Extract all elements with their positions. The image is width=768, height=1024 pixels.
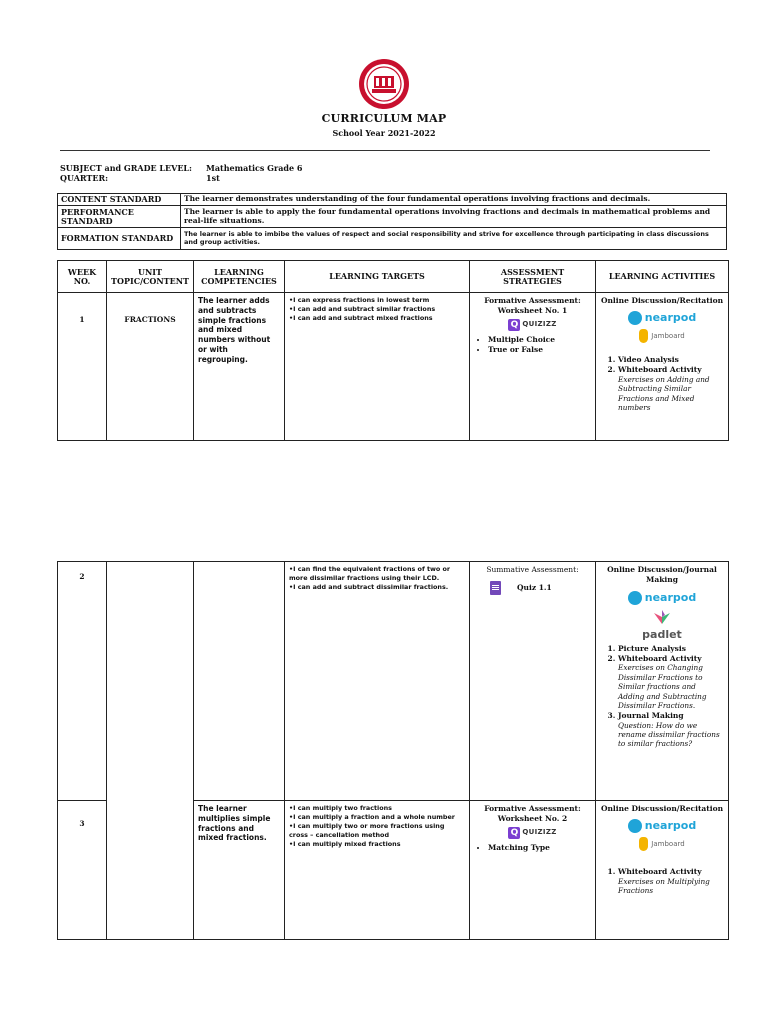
performance-standard-row [58,206,727,228]
nearpod-icon [628,819,642,833]
formation-standard-row [58,228,727,250]
quizizz-icon: Q [508,319,520,331]
subject-value: Mathematics Grade 6 [206,163,303,173]
standard-text: The learner is able to apply the four fundamental operations involving fractions and decimals in mathematical problems and real-life situations. [181,206,727,228]
assessment-strategies [470,293,596,441]
learning-activities [596,801,729,940]
assessment-strategies [470,562,596,801]
unit-topic: FRACTIONS [107,293,194,441]
week-row [58,293,729,441]
unit-topic [107,562,194,940]
school-year: School Year 2021-2022 [332,128,436,138]
google-forms-icon [490,581,501,595]
column-header: LEARNING TARGETS [285,261,470,293]
activity-item: 1. Picture Analysis [618,644,724,654]
padlet-icon [651,609,673,625]
jamboard-logo: Jamboard [639,329,684,343]
learning-targets [285,293,470,441]
curriculum-table-page2 [57,561,729,940]
nearpod-logo: nearpod [628,819,696,833]
target-item: • I can add and subtract dissimilar fractions. [289,583,465,592]
activity-item: 2. Whiteboard Activity Exercises on Adding and Subtracting Similar Fractions and Mixed numbers [618,365,724,413]
standard-text: The learner demonstrates understanding of the four fundamental operations involving fractions and decimals. [181,194,727,206]
assessment-item: • Matching Type [488,843,591,853]
jamboard-icon [639,837,648,851]
quizizz-logo: Q QUIZIZZ [508,827,556,839]
week-number: 3 [58,801,107,940]
jamboard-logo: Jamboard [639,837,684,851]
assessment-item: • Multiple Choice [488,335,591,345]
nearpod-logo: nearpod [628,591,696,605]
learning-activities [596,293,729,441]
target-item: • I can express fractions in lowest term [289,296,465,305]
week-number: 2 [58,562,107,801]
learning-activities [596,562,729,801]
target-item: • I can add and subtract similar fractions [289,305,465,314]
standard-text: The learner is able to imbibe the values of respect and social responsibility and strive for excellence through participating in class discussions and group activities. [181,228,727,250]
header-divider [60,150,710,151]
page-title: CURRICULUM MAP [321,112,447,125]
column-header: WEEK NO. [58,261,107,293]
nearpod-icon [628,591,642,605]
target-item: • I can multiply two or more fractions using cross – cancellation method [289,822,465,840]
week-number: 1 [58,293,107,441]
target-item: • I can multiply two fractions [289,804,465,813]
nearpod-icon [628,311,642,325]
standards-table [57,193,727,250]
quarter-label: QUARTER: [60,173,109,183]
activity-title: Online Discussion/Recitation [600,296,724,305]
learning-targets [285,562,470,801]
jamboard-icon [639,329,648,343]
standard-label: PERFORMANCE STANDARD [58,206,181,228]
column-header: UNIT TOPIC/CONTENT [107,261,194,293]
assessment-strategies [470,801,596,940]
target-item: • I can multiply a fraction and a whole number [289,813,465,822]
activity-item: 2. Whiteboard Activity Exercises on Changing Dissimilar Fractions to Similar fractions and Adding and Subtracting Dissimilar Fractions. [618,654,724,711]
school-seal-logo [358,58,410,110]
learning-competency: The learner adds and subtracts simple fractions and mixed numbers without or with regrouping. [194,293,285,441]
standard-label: FORMATION STANDARD [58,228,181,250]
header-row [58,261,729,293]
quizizz-icon: Q [508,827,520,839]
target-item: • I can find the equivalent fractions of two or more dissimilar fractions using their LCD. [289,565,465,583]
curriculum-table-page1 [57,260,729,441]
activity-item: 1. Video Analysis [618,355,724,365]
column-header: LEARNING COMPETENCIES [194,261,285,293]
padlet-logo: padlet [600,609,724,642]
quizizz-logo: Q QUIZIZZ [508,319,556,331]
target-item: • I can multiply mixed fractions [289,840,465,849]
assessment-title: Summative Assessment: [486,565,579,574]
activity-item: 1. Whiteboard Activity Exercises on Multiplying Fractions [618,867,724,896]
column-header: ASSESSMENT STRATEGIES [470,261,596,293]
standard-label: CONTENT STANDARD [58,194,181,206]
learning-targets [285,801,470,940]
activity-item: 3. Journal Making Question: How do we rename dissimilar fractions to similar fractions? [618,711,724,749]
learning-competency [194,562,285,801]
learning-competency: The learner multiplies simple fractions and mixed fractions. [194,801,285,940]
assessment-title: Formative Assessment: Worksheet No. 2 [484,804,581,823]
assessment-title: Formative Assessment: Worksheet No. 1 [484,296,581,315]
quarter-value: 1st [206,173,220,183]
activity-title: Online Discussion/Journal Making [607,565,717,584]
nearpod-logo: nearpod [628,311,696,325]
assessment-tool: Quiz 1.1 [517,582,552,592]
content-standard-row [58,194,727,206]
assessment-item: • True or False [488,345,591,355]
subject-label: SUBJECT and GRADE LEVEL: [60,163,192,173]
target-item: • I can add and subtract mixed fractions [289,314,465,323]
column-header: LEARNING ACTIVITIES [596,261,729,293]
activity-title: Online Discussion/Recitation [600,804,724,813]
week-row [58,562,729,801]
